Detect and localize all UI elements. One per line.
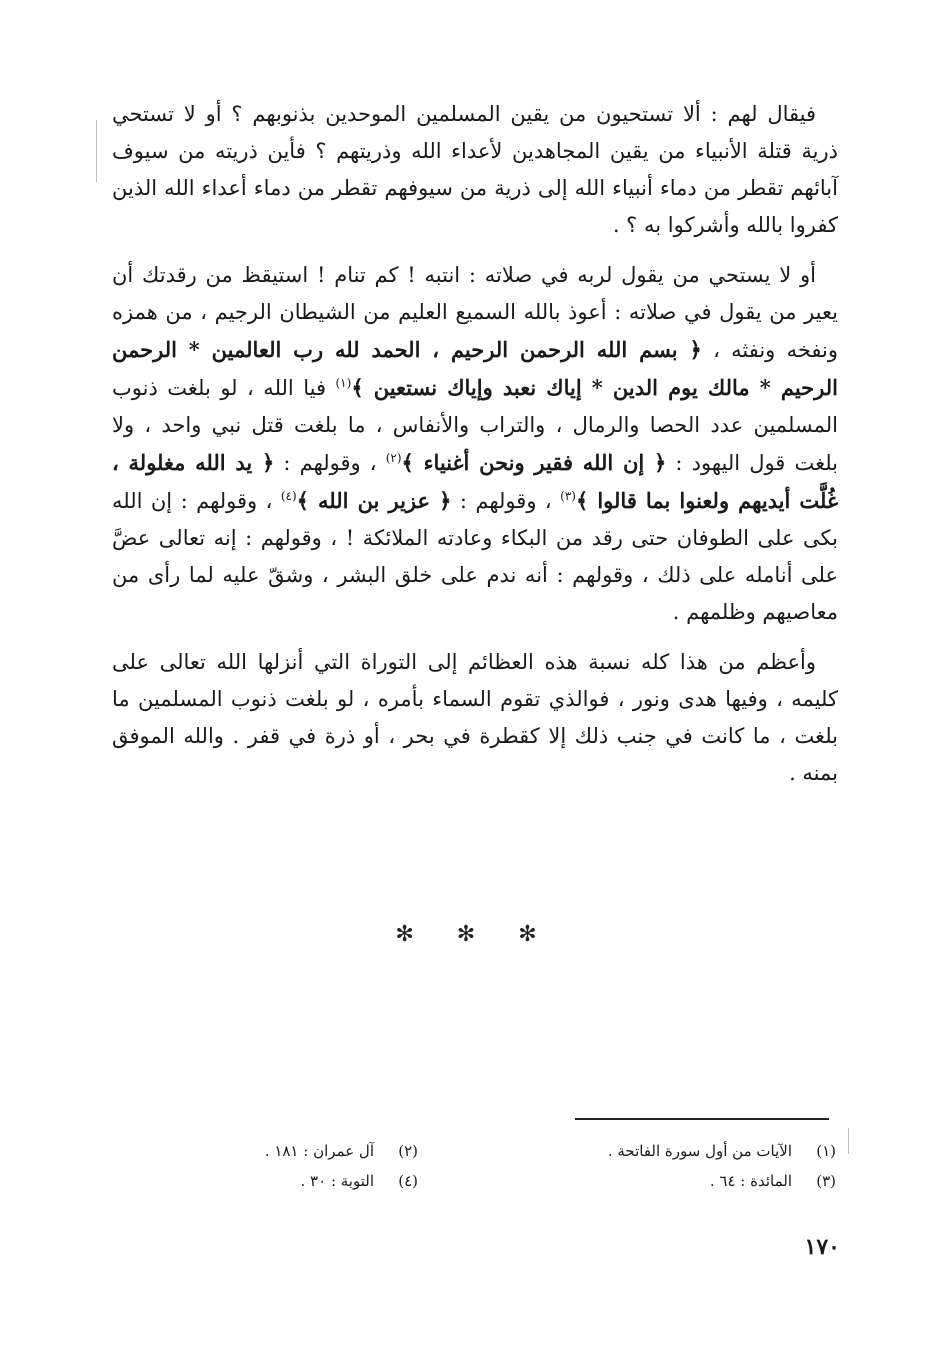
quran-quote-1: ﴿ بسم الله الرحمن الرحيم ، الحمد لله رب العالمين * الرحمن الرحيم * مالك يوم الدين * إياك نعبد وإياك نستعين ﴾	[112, 337, 838, 400]
footnote-ref-4[interactable]: (٤)	[280, 489, 297, 503]
footnote-row	[200, 1136, 836, 1166]
paragraph-2-text-5: ، وقولهم : إن الله بكى على الطوفان حتى رقد من البكاء وعادته الملائكة ! ، وقولهم : إنه تعالى عضَّ على أنامله على ذلك ، وقولهم : أنه ندم على خلق البشر ، وشقّ عليه لما رأى من معاصيهم وظلمهم .	[112, 489, 838, 624]
footnote-3	[418, 1166, 836, 1196]
footnote-3-number: (٣)	[816, 1172, 836, 1190]
quran-quote-3: ﴿ يد الله مغلولة ، غُلَّت أيديهم ولعنوا بما قالوا ﴾	[112, 450, 838, 513]
footnote-ref-1[interactable]: (١)	[335, 376, 352, 390]
quran-quote-2: ﴿ إن الله فقير ونحن أغنياء ﴾	[401, 450, 667, 475]
main-text	[112, 96, 838, 805]
paragraph-2-text-3: ، وقولهم :	[274, 451, 386, 475]
footnote-rule	[575, 1118, 829, 1120]
paragraph-1: فيقال لهم : ألا تستحيون من يقين المسلمين الموحدين بذنوبهم ؟ أو لا تستحي ذرية قتلة الأنبياء من يقين المجاهدين لأعداء الله وذريتهم ؟ فأين ذريته من سيوف آبائهم تقطر من دماء أنبياء الله إلى ذرية من سيوفهم تقطر من دماء أعداء الله الذين كفروا بالله وأشركوا به ؟ .	[112, 102, 838, 237]
footnote-4-text: التوبة : ٣٠ .	[300, 1172, 374, 1190]
paragraph-3: وأعظم من هذا كله نسبة هذه العظائم إلى التوراة التي أنزلها الله تعالى على كليمه ، وفيها هدى ونور ، فوالذي تقوم السماء بأمره ، لو بلغت ذنوب المسلمين ما بلغت ، ما كانت في جنب ذلك إلا كقطرة في بحر ، أو ذرة في قفر . والله الموفق بمنه .	[112, 650, 838, 785]
footnote-4	[200, 1166, 418, 1196]
quran-quote-4: ﴿ عزير بن الله ﴾	[296, 488, 452, 513]
footnote-1-number: (١)	[816, 1142, 836, 1160]
footnote-2-number: (٢)	[398, 1142, 418, 1160]
footnote-3-text: المائدة : ٦٤ .	[709, 1172, 792, 1190]
margin-mark	[96, 120, 97, 182]
footnote-ref-3[interactable]: (٣)	[560, 489, 576, 503]
footnote-ref-2[interactable]: (٢)	[385, 451, 402, 465]
footnotes	[200, 1136, 836, 1196]
page-number: ١٧٠	[804, 1234, 840, 1260]
section-separator: ✻ ✻ ✻	[395, 922, 555, 947]
footnote-1	[418, 1136, 836, 1166]
footnote-2	[200, 1136, 418, 1166]
footnote-1-text: الآيات من أول سورة الفاتحة .	[607, 1142, 792, 1160]
paragraph-2	[112, 257, 838, 631]
footnote-4-number: (٤)	[398, 1172, 418, 1190]
paragraph-2-text-2: فيا الله ، لو بلغت ذنوب المسلمين عدد الحصا والرمال ، والتراب والأنفاس ، ما بلغت قتل نبي واحد ، ولا بلغت قول اليهود :	[112, 376, 839, 475]
footnote-2-text: آل عمران : ١٨١ .	[264, 1142, 374, 1160]
footnote-margin-mark	[848, 1128, 849, 1154]
paragraph-2-text-1: أو لا يستحي من يقول لربه في صلاته : انتبه ! كم تنام ! استيقظ من رقدتك أن يعير من يقول في صلاته : أعوذ بالله السميع العليم من الشيطان الرجيم ، من همزه ونفخه ونفثه ،	[112, 263, 838, 362]
paragraph-2-text-4: ، وقولهم :	[451, 489, 561, 513]
footnote-row	[200, 1166, 836, 1196]
